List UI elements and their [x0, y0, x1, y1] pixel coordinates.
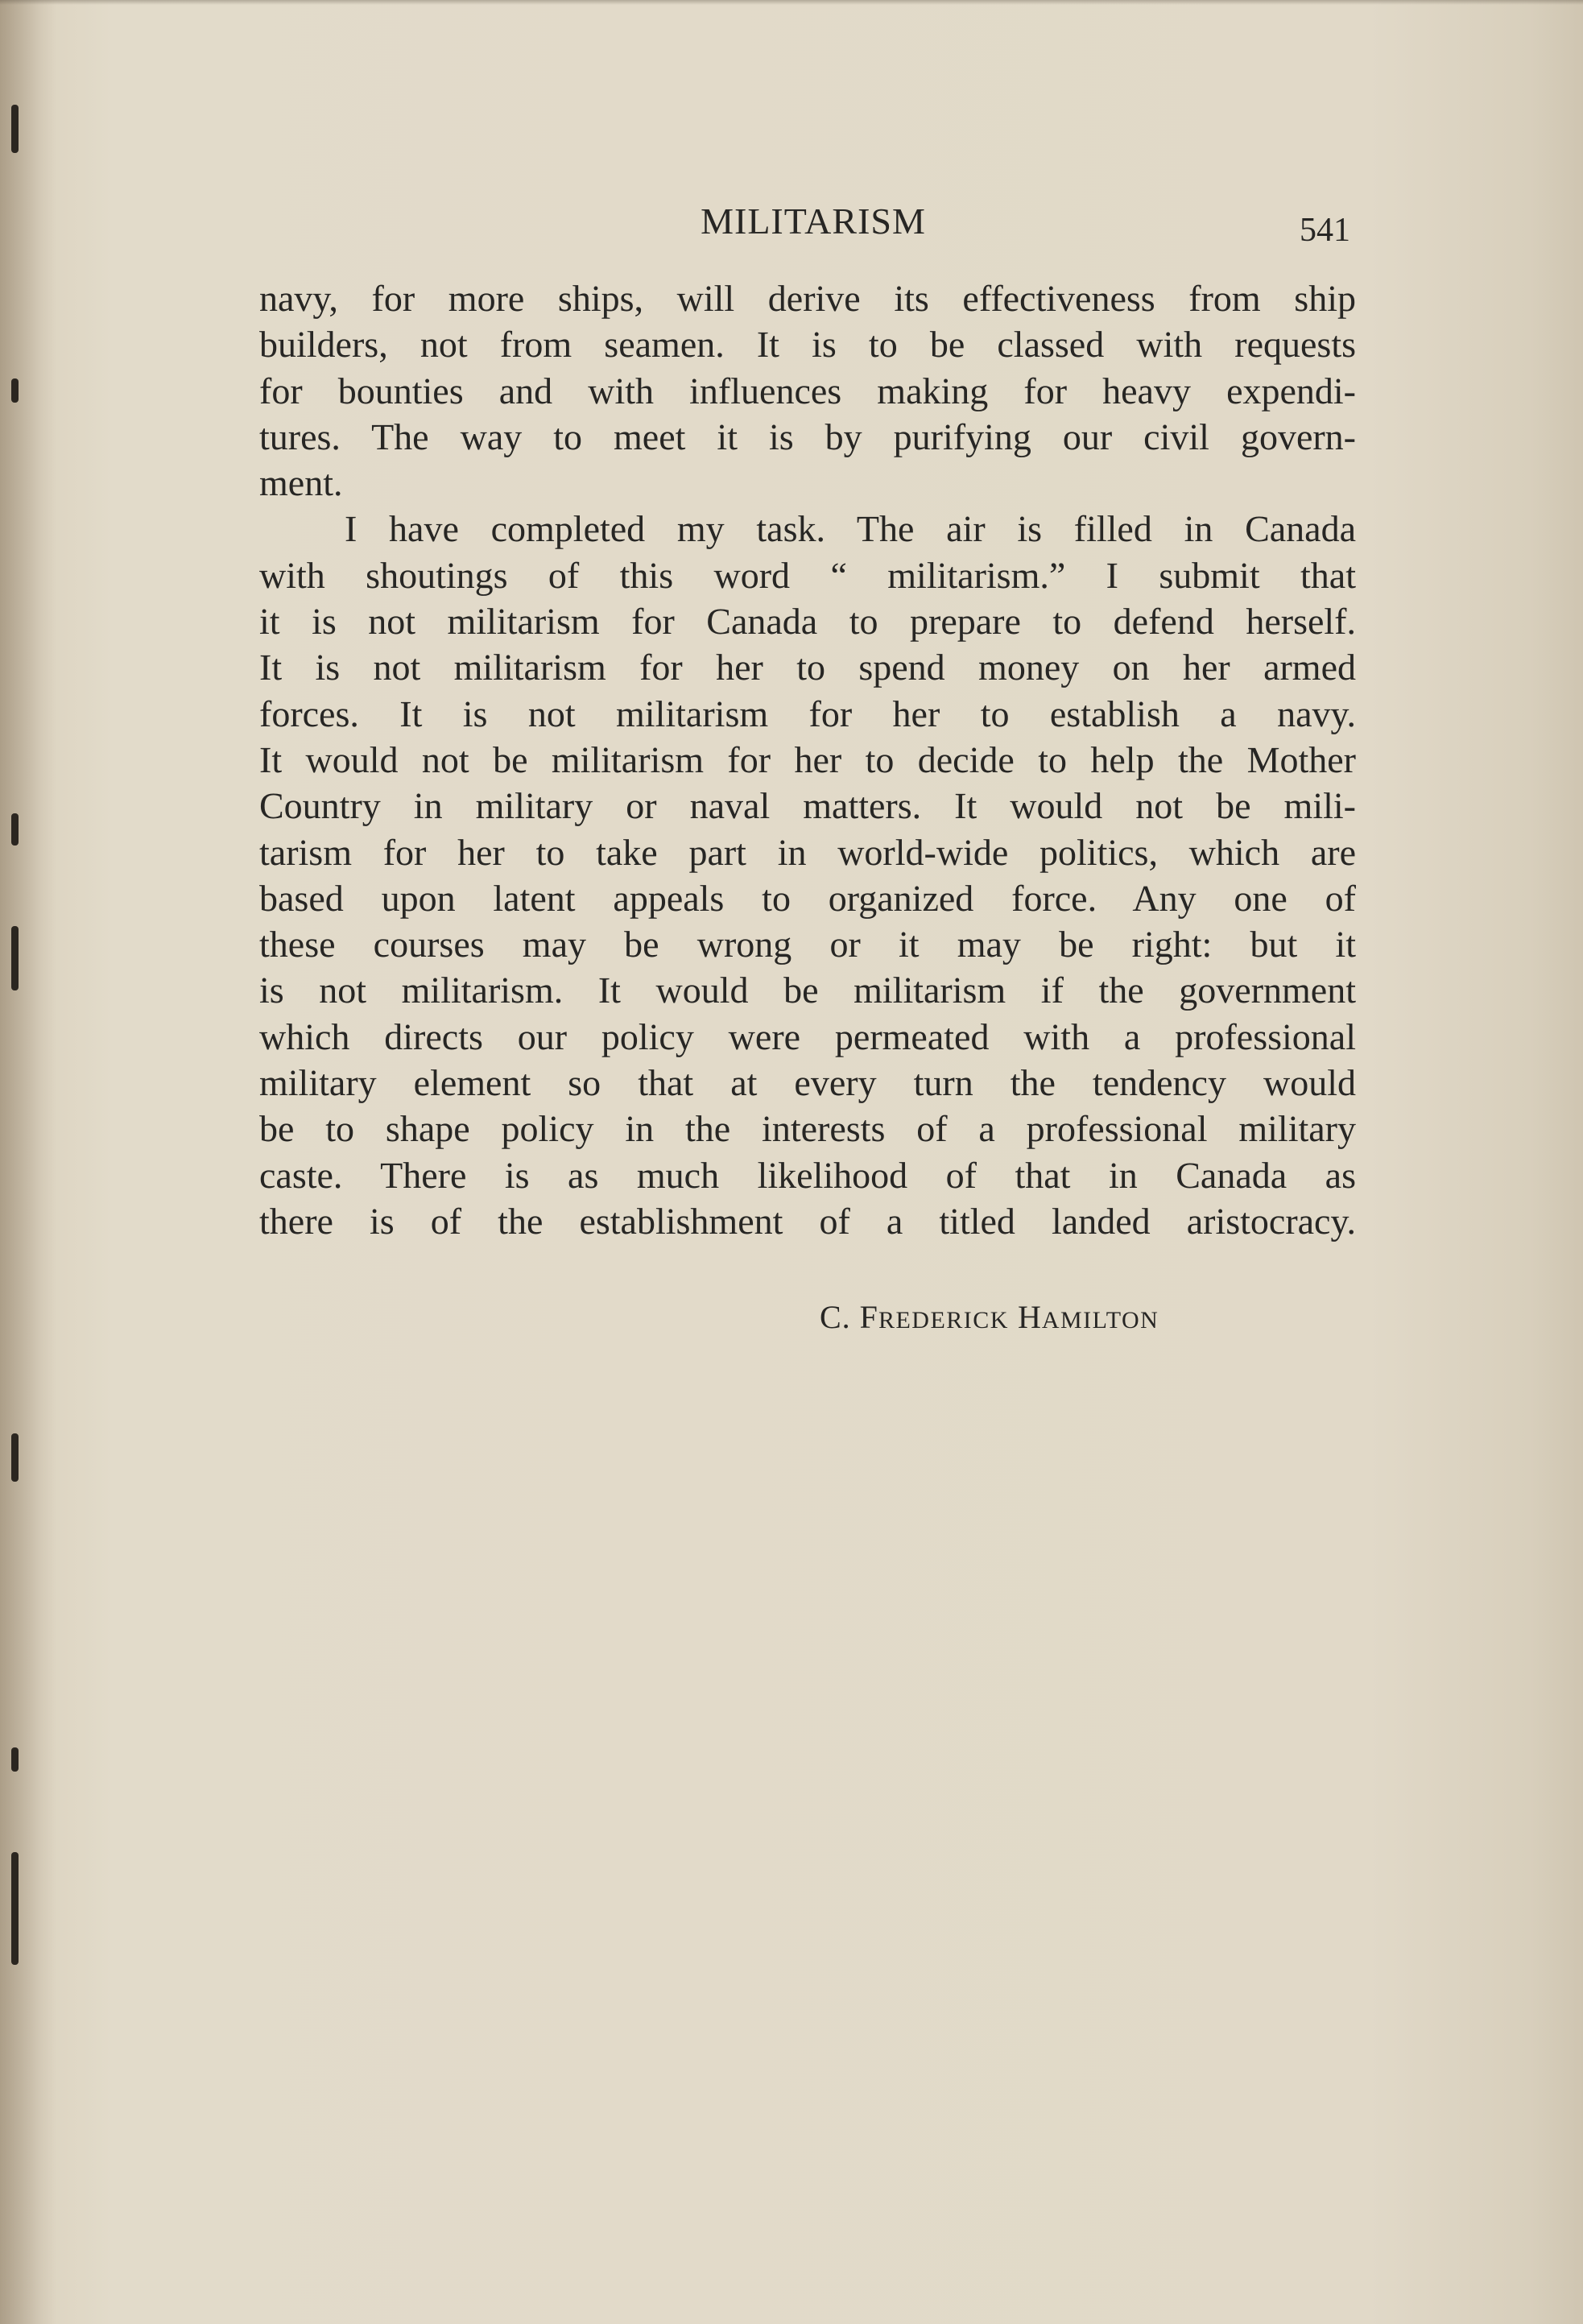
page-top-edge	[0, 0, 1583, 5]
text-line: it is not militarism for Canada to prepare to defend herself.	[259, 601, 1356, 643]
page-number: 541	[1300, 212, 1350, 249]
text-line: be to shape policy in the interests of a professional military	[259, 1108, 1356, 1150]
body-text	[259, 275, 1356, 1244]
text-line: caste. There is as much likelihood of that in Canada as	[259, 1154, 1356, 1196]
margin-mark	[11, 1433, 19, 1482]
text-line: based upon latent appeals to organized force. Any one of	[259, 877, 1356, 919]
text-line: military element so that at every turn the tendency would	[259, 1062, 1356, 1104]
text-line: It is not militarism for her to spend money on her armed	[259, 647, 1356, 689]
margin-mark	[11, 1747, 19, 1772]
text-line: is not militarism. It would be militarism if the government	[259, 970, 1356, 1011]
text-line: builders, not from seamen. It is to be classed with requests	[259, 324, 1356, 366]
text-line: these courses may be wrong or it may be right: but it	[259, 924, 1356, 966]
text-line: for bounties and with influences making for heavy expendi-	[259, 370, 1356, 411]
author-signature	[820, 1298, 1159, 1336]
margin-mark	[11, 926, 19, 990]
text-line: ment.	[259, 462, 343, 504]
signature-initial: C. F	[820, 1299, 878, 1335]
text-line: with shoutings of this word “ militarism.” I submit that	[259, 554, 1356, 596]
spine-shadow	[0, 0, 56, 2324]
text-line: tarism for her to take part in world-wide politics, which are	[259, 831, 1356, 873]
text-line: there is of the establishment of a titled landed aristocracy.	[259, 1200, 1356, 1242]
signature-first-name-rest: REDERICK	[878, 1307, 1009, 1334]
margin-mark	[11, 813, 19, 846]
signature-last-name-rest: AMILTON	[1041, 1307, 1159, 1334]
signature-last-initial: H	[1017, 1299, 1042, 1335]
text-line: It would not be militarism for her to decide to help the Mother	[259, 738, 1356, 780]
margin-mark	[11, 378, 19, 403]
running-header-title: MILITARISM	[701, 201, 926, 242]
paragraph-2	[259, 506, 1356, 1244]
text-line: which directs our policy were permeated with a professional	[259, 1015, 1356, 1057]
text-line: forces. It is not militarism for her to establish a navy.	[259, 693, 1356, 734]
text-line: Country in military or naval matters. It would not be mili-	[259, 785, 1356, 827]
text-line: I have completed my task. The air is filled in Canada	[345, 508, 1356, 550]
text-line: tures. The way to meet it is by purifying our civil govern-	[259, 416, 1356, 457]
margin-mark	[11, 105, 19, 153]
paragraph-1	[259, 275, 1356, 506]
text-line: navy, for more ships, will derive its effectiveness from ship	[259, 278, 1356, 319]
margin-mark	[11, 1852, 19, 1965]
